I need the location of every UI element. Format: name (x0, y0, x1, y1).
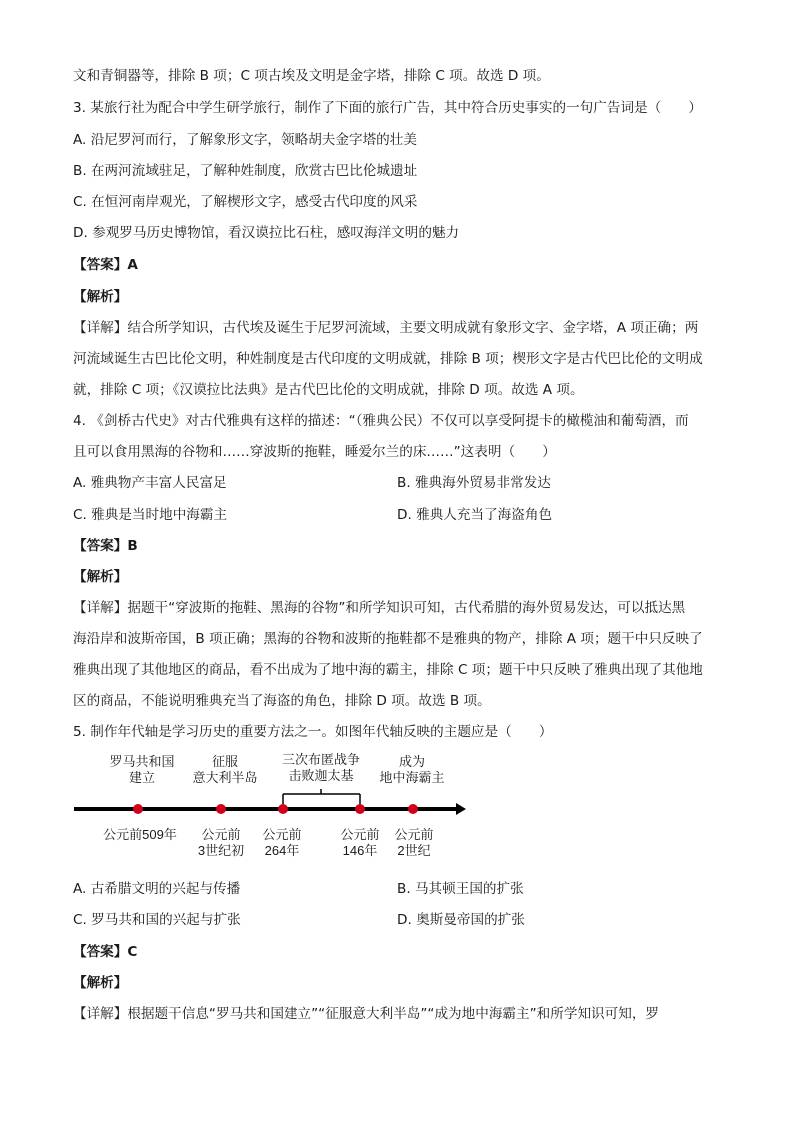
question-3-detail-line: 【详解】结合所学知识，古代埃及诞生于尼罗河流域，主要文明成就有象形文字、金字塔，A 项正确；两 (73, 320, 699, 336)
question-4-option-c: C. 雅典是当时地中海霸主 (73, 507, 228, 523)
timeline-arrowhead (456, 803, 466, 815)
question-3-option-b: B. 在两河流域驻足，了解种姓制度，欣赏古巴比伦城遗址 (73, 163, 418, 179)
question-5-detail-line: 【详解】根据题干信息“罗马共和国建立”“征服意大利半岛”“成为地中海霸主”和所学知识可知，罗 (73, 1006, 660, 1022)
date-label-2nd-century: 公元前 2世纪 (394, 827, 434, 858)
question-5-option-c: C. 罗马共和国的兴起与扩张 (73, 912, 241, 928)
question-4-detail-line: 区的商品，不能说明雅典充当了海盗的角色，排除 D 项。故选 B 项。 (73, 693, 491, 709)
question-3-detail-line: 就，排除 C 项；《汉谟拉比法典》是古代巴比伦的文明成就，排除 D 项。故选 A 项。 (73, 382, 584, 398)
timeline-dot-146bc (355, 804, 365, 814)
event-label-punic-wars: 三次布匿战争 击败迦太基 (281, 752, 361, 783)
question-3-analysis-heading: 【解析】 (73, 289, 128, 305)
question-4-analysis-heading: 【解析】 (73, 569, 128, 585)
timeline-figure (70, 752, 480, 867)
date-label-509bc: 公元前509年 (103, 827, 177, 842)
timeline-dot-2nd-century (408, 804, 418, 814)
question-3-stem: 3. 某旅行社为配合中学生研学旅行，制作了下面的旅行广告，其中符合历史事实的一句广告词是（ ） (73, 100, 703, 116)
question-5-stem: 5. 制作年代轴是学习历史的重要方法之一。如图年代轴反映的主题应是（ ） (73, 724, 553, 740)
question-3-option-d: D. 参观罗马历史博物馆，看汉谟拉比石柱，感叹海洋文明的魅力 (73, 225, 460, 241)
question-5-answer: 【答案】C (73, 944, 138, 960)
question-4-option-d: D. 雅典人充当了海盗角色 (397, 507, 553, 523)
question-5-option-d: D. 奥斯曼帝国的扩张 (397, 912, 525, 928)
timeline-dot-264bc (278, 804, 288, 814)
event-label-mediterranean: 成为 地中海霸主 (379, 754, 445, 785)
timeline-dot-3rd-century (216, 804, 226, 814)
question-3-answer: 【答案】A (73, 257, 138, 273)
question-4-detail-line: 海沿岸和波斯帝国，B 项正确；黑海的谷物和波斯的拖鞋都不是雅典的物产，排除 A 项；题干中只反映了 (73, 631, 703, 647)
question-3-detail-line: 河流域诞生古巴比伦文明，种姓制度是古代印度的文明成就，排除 B 项；楔形文字是古代巴比伦的文明成 (73, 351, 703, 367)
question-3-option-a: A. 沿尼罗河而行，了解象形文字，领略胡夫金字塔的壮美 (73, 132, 417, 148)
question-4-option-a: A. 雅典物产丰富人民富足 (73, 475, 227, 491)
date-label-146bc: 公元前 146年 (340, 827, 380, 858)
question-4-stem-cont: 且可以食用黑海的谷物和……穿波斯的拖鞋，睡爱尔兰的床……”这表明（ ） (73, 444, 556, 460)
date-label-264bc: 公元前 264年 (262, 827, 302, 858)
question-3-option-c: C. 在恒河南岸观光，了解楔形文字，感受古代印度的风采 (73, 194, 418, 210)
text-line: 文和青铜器等，排除 B 项；C 项古埃及文明是金字塔，排除 C 项。故选 D 项。 (73, 68, 550, 84)
question-4-detail-line: 雅典出现了其他地区的商品，看不出成为了地中海的霸主，排除 C 项；题干中只反映了雅典出现了其他地 (73, 662, 703, 678)
question-5-option-a: A. 古希腊文明的兴起与传播 (73, 881, 241, 897)
question-4-detail-line: 【详解】据题干“穿波斯的拖鞋、黑海的谷物”和所学知识可知，古代希腊的海外贸易发达，可以抵达黑 (73, 600, 686, 616)
question-5-analysis-heading: 【解析】 (73, 975, 128, 991)
event-label-republic: 罗马共和国 建立 (109, 754, 175, 785)
date-label-3rd-century: 公元前 3世纪初 (197, 827, 245, 858)
question-4-option-b: B. 雅典海外贸易非常发达 (397, 475, 551, 491)
question-4-stem: 4. 《剑桥古代史》对古代雅典有这样的描述：“（雅典公民）不仅可以享受阿提卡的橄榄油和葡萄酒，而 (73, 413, 689, 429)
question-4-answer: 【答案】B (73, 538, 138, 554)
event-label-italy: 征服 意大利半岛 (192, 754, 258, 785)
question-5-option-b: B. 马其顿王国的扩张 (397, 881, 524, 897)
timeline-dot-509bc (133, 804, 143, 814)
